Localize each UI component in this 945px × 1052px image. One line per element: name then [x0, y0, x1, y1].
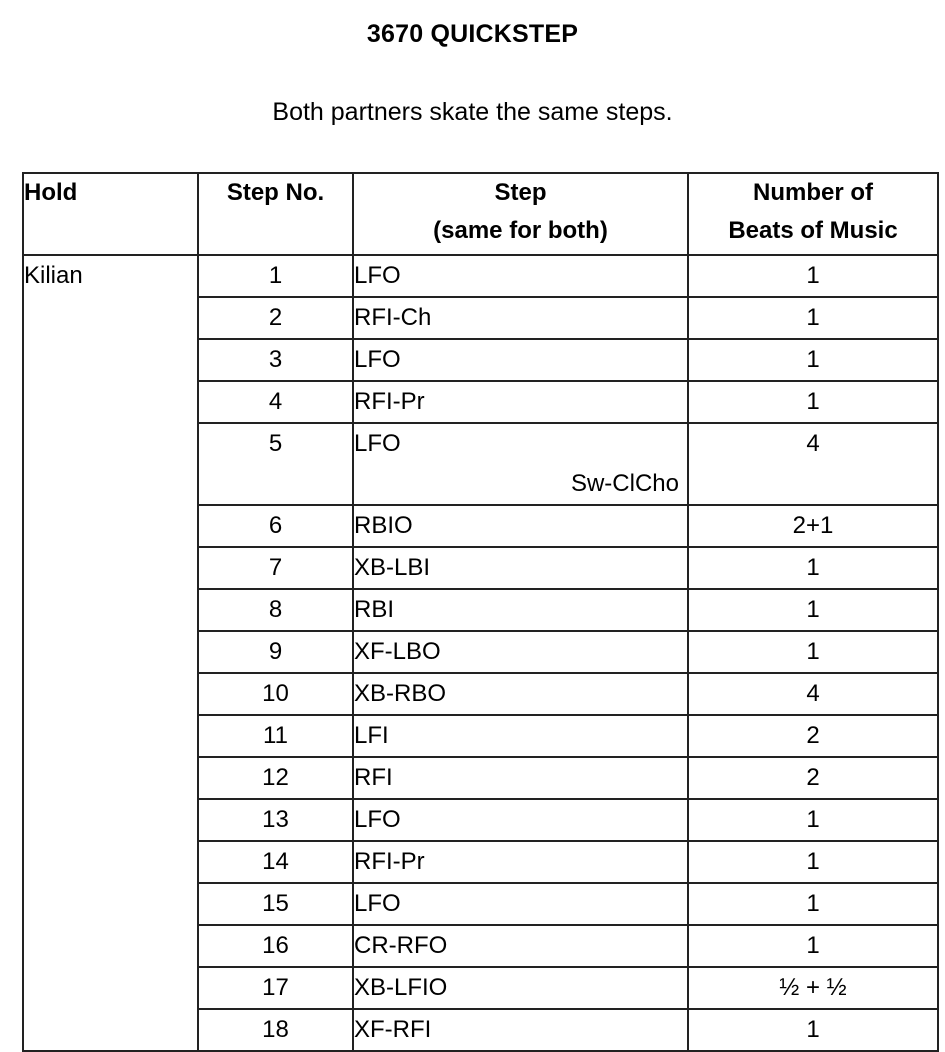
step-number-cell: 7	[198, 547, 353, 589]
beats-cell: 1	[688, 883, 938, 925]
step-code: XB-LFIO	[354, 974, 448, 1001]
header-beats-line1: Number of	[753, 179, 873, 206]
step-number-cell: 15	[198, 883, 353, 925]
step-code: RBI	[354, 596, 395, 623]
step-number-cell: 11	[198, 715, 353, 757]
step-number-cell: 12	[198, 757, 353, 799]
step-code: XB-LBI	[354, 554, 431, 581]
step-code: LFO	[354, 806, 401, 833]
step-number-cell: 10	[198, 673, 353, 715]
step-cell	[353, 757, 688, 799]
header-hold-label: Hold	[24, 179, 78, 206]
step-annotation: Sw-ClCho	[570, 470, 679, 497]
beats-cell: 1	[688, 841, 938, 883]
step-cell	[353, 381, 688, 423]
header-row	[23, 173, 938, 255]
step-code: XF-LBO	[354, 638, 441, 665]
step-code: LFO	[354, 346, 401, 373]
beats-cell: 2+1	[688, 505, 938, 547]
step-cell	[353, 925, 688, 967]
step-code: XB-RBO	[354, 680, 447, 707]
hold-cell: Kilian	[23, 255, 198, 1051]
step-cell	[353, 255, 688, 297]
step-number-cell: 18	[198, 1009, 353, 1051]
step-code: LFO	[354, 890, 401, 917]
step-cell	[353, 297, 688, 339]
step-cell	[353, 673, 688, 715]
beats-cell: 1	[688, 631, 938, 673]
step-code: RBIO	[354, 512, 413, 539]
beats-cell: 1	[688, 255, 938, 297]
step-number-cell: 8	[198, 589, 353, 631]
header-step-line2: (same for both)	[433, 217, 608, 244]
step-number-cell: 14	[198, 841, 353, 883]
step-cell	[353, 505, 688, 547]
beats-cell: 1	[688, 339, 938, 381]
header-step	[353, 173, 688, 255]
step-code: CR-RFO	[354, 932, 448, 959]
step-cell	[353, 547, 688, 589]
beats-cell: 4	[688, 423, 938, 505]
step-number-cell: 4	[198, 381, 353, 423]
header-beats	[688, 173, 938, 255]
step-cell	[353, 715, 688, 757]
step-cell	[353, 631, 688, 673]
document-subtitle: Both partners skate the same steps.	[272, 98, 673, 126]
step-code: RFI	[354, 764, 393, 791]
step-cell	[353, 423, 688, 505]
step-number-cell: 3	[198, 339, 353, 381]
step-number-cell: 13	[198, 799, 353, 841]
beats-cell: 1	[688, 547, 938, 589]
step-number-cell: 17	[198, 967, 353, 1009]
header-step-no-label: Step No.	[226, 179, 325, 206]
beats-cell: 2	[688, 757, 938, 799]
document-title: 3670 QUICKSTEP	[366, 20, 579, 48]
step-number-cell: 5	[198, 423, 353, 505]
header-beats-line2: Beats of Music	[728, 217, 898, 244]
step-number-cell: 16	[198, 925, 353, 967]
quickstep-table	[22, 172, 939, 1052]
beats-cell: 2	[688, 715, 938, 757]
beats-cell: ½ + ½	[688, 967, 938, 1009]
beats-cell: 1	[688, 799, 938, 841]
table-body	[23, 255, 938, 1051]
step-number-cell: 6	[198, 505, 353, 547]
header-hold	[23, 173, 198, 255]
beats-cell: 1	[688, 925, 938, 967]
step-code: RFI-Pr	[354, 388, 425, 415]
step-cell	[353, 883, 688, 925]
step-code: XF-RFI	[354, 1016, 432, 1043]
step-number-cell: 2	[198, 297, 353, 339]
step-cell	[353, 799, 688, 841]
step-cell	[353, 1009, 688, 1051]
beats-cell: 1	[688, 297, 938, 339]
step-cell	[353, 841, 688, 883]
beats-cell: 1	[688, 589, 938, 631]
beats-cell: 4	[688, 673, 938, 715]
step-code: RFI-Pr	[354, 848, 425, 875]
beats-cell: 1	[688, 381, 938, 423]
step-cell	[353, 339, 688, 381]
step-cell	[353, 967, 688, 1009]
table-header	[23, 173, 938, 255]
header-step-line1: Step	[494, 179, 547, 206]
table-row	[23, 255, 938, 297]
step-number-cell: 9	[198, 631, 353, 673]
header-step-no	[198, 173, 353, 255]
step-code: LFI	[354, 722, 389, 749]
step-code: LFO	[354, 430, 401, 457]
step-code: LFO	[354, 262, 401, 289]
step-cell	[353, 589, 688, 631]
step-code: RFI-Ch	[354, 304, 432, 331]
beats-cell: 1	[688, 1009, 938, 1051]
step-number-cell: 1	[198, 255, 353, 297]
